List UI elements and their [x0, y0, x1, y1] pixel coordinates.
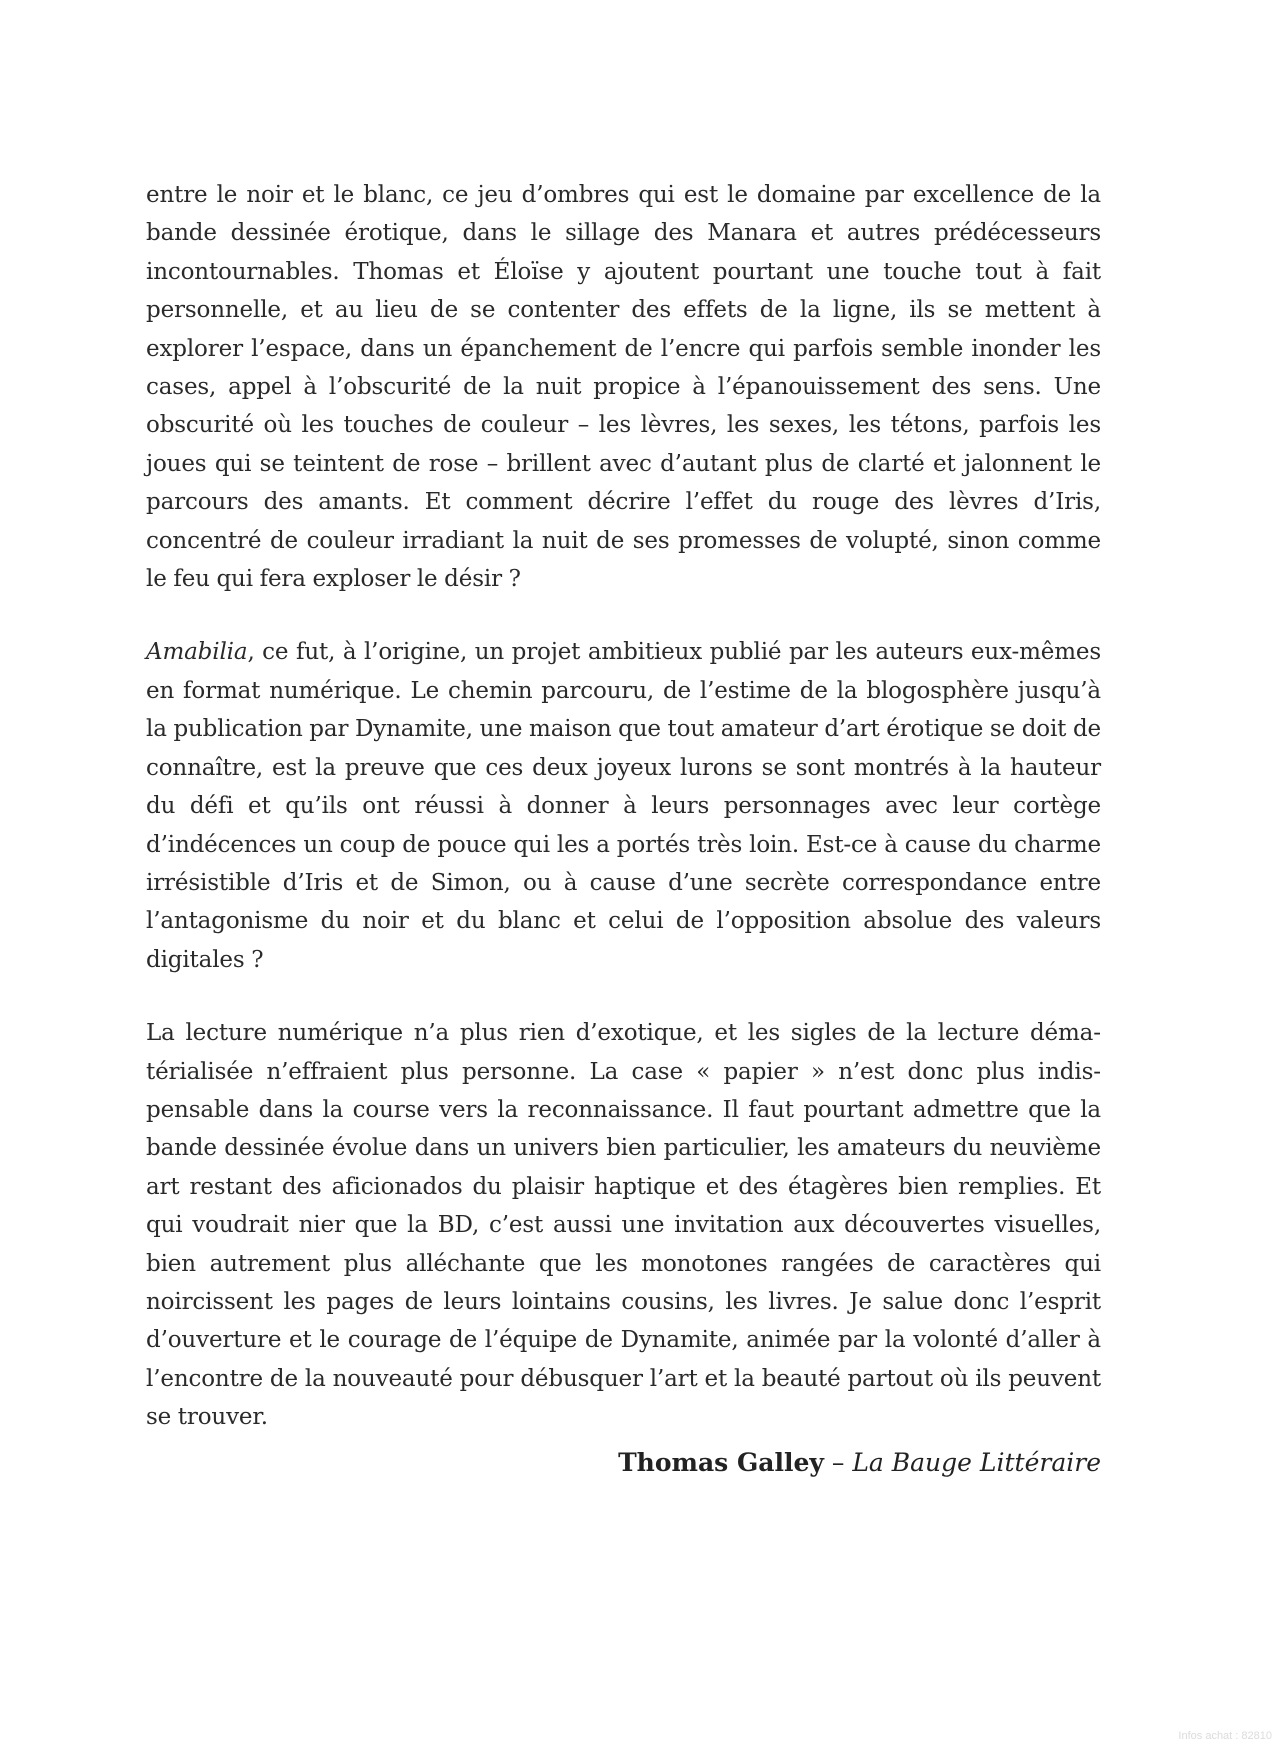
signature	[618, 1446, 1101, 1480]
paragraph-1-text: entre le noir et le blanc, ce jeu d’ombres qui est le domaine par excellence de la bande dessinée érotique, dans le sillage des Manara et autres prédécesseurs incontournables. Thomas et Éloïse y ajoutent pourtant une touche tout à fait personnelle, et au lieu de se contenter des effets de la ligne, ils se mettent à explorer l’espace, dans un épanchement de l’encre qui parfois semble inonder les cases, appel à l’obscurité de la nuit propice à l’épanouissement des sens. Une obscurité où les touches de couleur – les lèvres, les sexes, les tétons, parfois les joues qui se teintent de rose – brillent avec d’autant plus de clarté et jalonnent le parcours des amants. Et comment décrire l’effet du rouge des lèvres d’Iris, concentré de couleur irradiant la nuit de ses promesses de volupté, sinon comme le feu qui fera exploser le désir ?	[146, 182, 1101, 593]
paragraph-3-text: La lecture numérique n’a plus rien d’exotique, et les sigles de la lecture dématérialisée n’effraient plus personne. La case « papier » n’est donc plus indispensable dans la course vers la reconnaissance. Il faut pourtant admettre que la bande dessinée évolue dans un univers bien particulier, les amateurs du neuvième art restant des aficionados du plaisir haptique et des étagères bien remplies. Et qui voudrait nier que la BD, c’est aussi une invitation aux découvertes visuelles, bien autrement plus alléchante que les monotones rangées de caractères qui noircissent les pages de leurs lointains cousins, les livres. Je salue donc l’esprit d’ouverture et le courage de l’équipe de Dynamite, animée par la volonté d’aller à l’encontre de la nouveauté pour débusquer l’art et la beauté partout où ils peuvent se trouver.	[146, 1020, 1101, 1431]
footer-watermark-note: Infos achat : 82810	[1178, 1730, 1272, 1742]
paragraph-3	[146, 1014, 1101, 1436]
signature-source: La Bauge Littéraire	[852, 1448, 1101, 1477]
article-body	[146, 176, 1101, 1472]
signature-author: Thomas Galley	[618, 1448, 824, 1477]
signature-separator: –	[823, 1448, 853, 1477]
paragraph-2-text: , ce fut, à l’origine, un projet ambitieux publié par les auteurs eux-mêmes en format numérique. Le chemin parcouru, de l’estime de la blogosphère jusqu’à la publication par Dynamite, une maison que tout amateur d’art érotique se doit de connaître, est la preuve que ces deux joyeux lurons se sont montrés à la hauteur du défi et qu’ils ont réussi à donner à leurs personnages avec leur cortège d’indécences un coup de pouce qui les a portés très loin. Est-ce à cause du charme irrésistible d’Iris et de Simon, ou à cause d’une secrète correspondance entre l’antagonisme du noir et du blanc et celui de l’opposition absolue des valeurs digitales ?	[146, 639, 1101, 973]
paragraph-1	[146, 176, 1101, 598]
paragraph-2	[146, 633, 1101, 979]
book-title-amabilia: Amabilia	[146, 639, 248, 666]
